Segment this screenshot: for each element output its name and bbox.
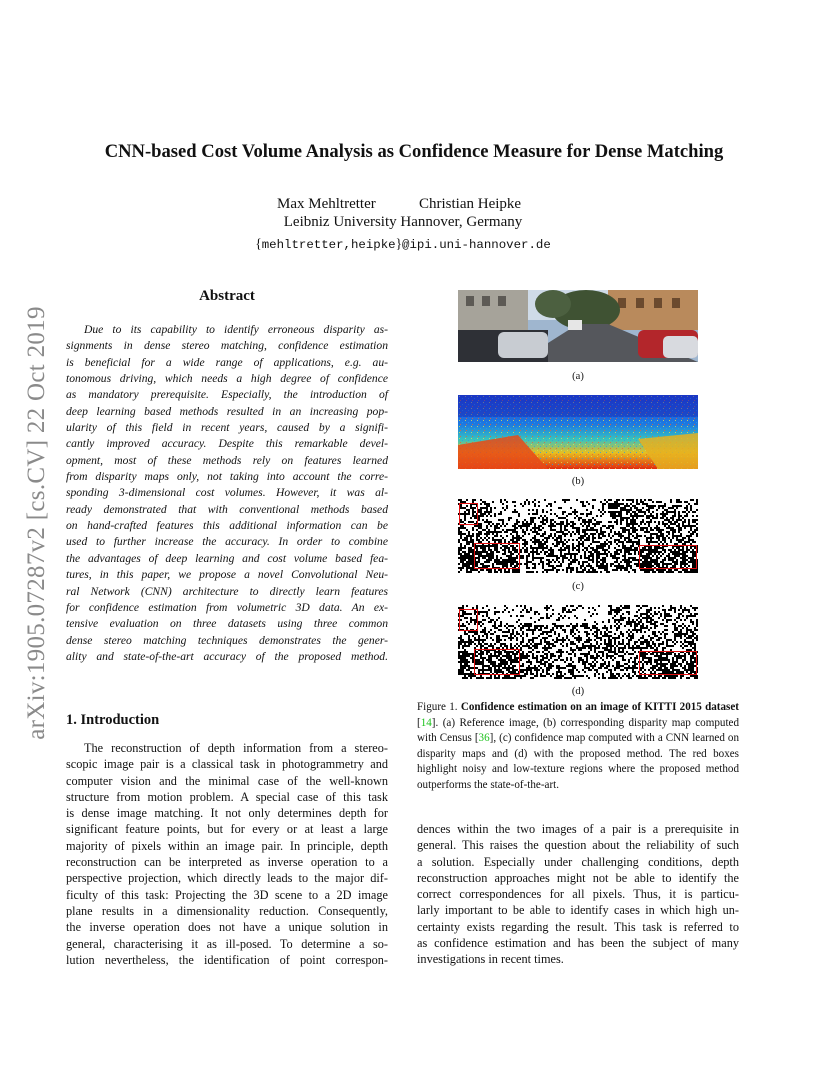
text-line: general, characterising it as ill-posed. To determine a so- [66, 936, 388, 951]
red-highlight-box [474, 649, 520, 675]
paper-title: CNN-based Cost Volume Analysis as Confidence Measure for Dense Matching [104, 141, 724, 162]
text-line: larly important to be able to identify cases in which high un- [417, 903, 739, 918]
text-line: cantly improved accuracy. Despite this remarkable devel- [66, 437, 388, 451]
text-line: The reconstruction of depth information from a stereo- [84, 741, 388, 755]
text-line: ficulty of this task: Projecting the 3D scene to a 2D image [66, 887, 388, 902]
text-line: certainty exists regarding the result. This task is referred to [417, 919, 739, 934]
text-line: lution nevertheless, the identification of point correspon- [66, 952, 388, 967]
red-highlight-box [639, 651, 697, 675]
text-line: majority of pixels within an image pair. In principle, depth [66, 838, 388, 853]
text-line: signments in dense stereo matching, confidence estimation [66, 339, 388, 353]
text-line: dense stereo matching techniques demonstrates the gener- [66, 633, 388, 647]
author-email: {mehltretter,heipke}@ipi.uni-hannover.de [255, 236, 551, 252]
text-line: tensive evaluation on three datasets using three common [66, 617, 388, 631]
text-line: computer vision and the minimal case of the well-known [66, 773, 388, 788]
text-line: from disparity maps only, not taking into account the corre- [66, 470, 388, 484]
text-line: tonomous driving, which needs a high degree of confidence [66, 372, 388, 386]
author-1: Max Mehltretter [277, 196, 376, 212]
text-line: reconstruction approaches might not be able to identify the [417, 870, 739, 885]
red-highlight-box [459, 609, 478, 631]
text-line: as confidence estimation and has been the subject of many [417, 936, 739, 951]
abstract-body [66, 322, 388, 665]
figure-caption: Figure 1. Confidence estimation on an image of KITTI 2015 dataset [14]. (a) Reference image, (b) corresponding disparity map computed with Census [36], (c) confidence map computed with a CNN learned on disparity maps and (d) with the proposed method. The red boxes highlight noisy and low-texture regions where the proposed method outperforms the state-of-the-art. [417, 701, 739, 791]
text-line: Due to its capability to identify erroneous disparity as- [84, 323, 388, 336]
text-line: significant feature points, but for every or at least a large [66, 822, 388, 837]
text-line: sponding 3-dimensional cost volumes. However, it was al- [66, 486, 388, 500]
text-line: for confidence estimation from volumetric 3D data. An ex- [66, 600, 388, 614]
text-line: tures, in this paper, we propose a novel Convolutional Neu- [66, 568, 388, 582]
figure-label-c: (c) [572, 581, 584, 592]
figure-panel-d-confidence-map-proposed [458, 605, 698, 679]
text-line: a solution. Especially under challenging conditions, depth [417, 854, 739, 869]
text-line: on hand-crafted features this additional information can be [66, 519, 388, 533]
text-line: perspective projection, which directly leads to the major dif- [66, 871, 388, 886]
citation-link[interactable]: 36 [478, 732, 490, 745]
text-line: the advantages of deep learning and cost volume based fea- [66, 551, 388, 565]
red-highlight-box [459, 503, 478, 525]
text-line: structure from motion problem. A special case of this task [66, 789, 388, 804]
text-line: plane results in a dimensionality reduction. Consequently, [66, 903, 388, 918]
text-line: opment, most of these methods rely on features learned [66, 453, 388, 467]
text-line: is dense image matching. It not only determines depth for [66, 806, 388, 821]
red-highlight-box [474, 543, 520, 569]
introduction-heading: 1. Introduction [66, 712, 160, 728]
text-line: investigations in recent times. [417, 952, 564, 967]
introduction-paragraph-left [66, 740, 388, 968]
introduction-paragraph-right [417, 821, 739, 968]
affiliation: Leibniz University Hannover, Germany [283, 214, 523, 230]
text-line: is beneficial for a wide range of applications, e.g. au- [66, 355, 388, 369]
text-line: correct correspondences for all pixels. Thus, it is particu- [417, 887, 739, 902]
text-line: general. This raises the question about the reliability of such [417, 838, 739, 853]
figure-panel-b-disparity-map [458, 395, 698, 469]
arxiv-identifier: arXiv:1905.07287v2 [cs.CV] 22 Oct 2019 [23, 306, 50, 740]
figure-label-d: (d) [571, 686, 585, 697]
figure-label-b: (b) [571, 476, 585, 487]
text-line: as mandatory prerequisite. Especially, the introduction of [66, 388, 388, 402]
text-line: dences within the two images of a pair is a prerequisite in [417, 822, 739, 836]
text-line: the inverse operation does not have a unique solution in [66, 920, 388, 935]
abstract-heading: Abstract [199, 288, 255, 304]
text-line: reconstruction can be interpreted as inverse operation to a [66, 855, 388, 870]
text-line: deep learning based methods resulted in an increasing pop- [66, 404, 388, 418]
text-line: ularity of this field in recent years, caused by a signifi- [66, 421, 388, 435]
text-line: ready demonstrated that with conventional methods based [66, 502, 388, 516]
figure-panel-c-confidence-map-disparity [458, 499, 698, 573]
red-highlight-box [639, 545, 697, 569]
figure-label-a: (a) [572, 371, 584, 382]
figure-panel-a-reference-image [458, 290, 698, 362]
citation-link[interactable]: 14 [420, 716, 432, 729]
text-line: ral Network (CNN) architecture to directly learn features [66, 584, 388, 598]
text-line: scopic image pair is a classical task in photogrammetry and [66, 757, 388, 772]
text-line: used to further increase the accuracy. In order to combine [66, 535, 388, 549]
text-line: ality and state-of-the-art accuracy of the proposed method. [66, 649, 388, 663]
author-2: Christian Heipke [419, 196, 522, 212]
